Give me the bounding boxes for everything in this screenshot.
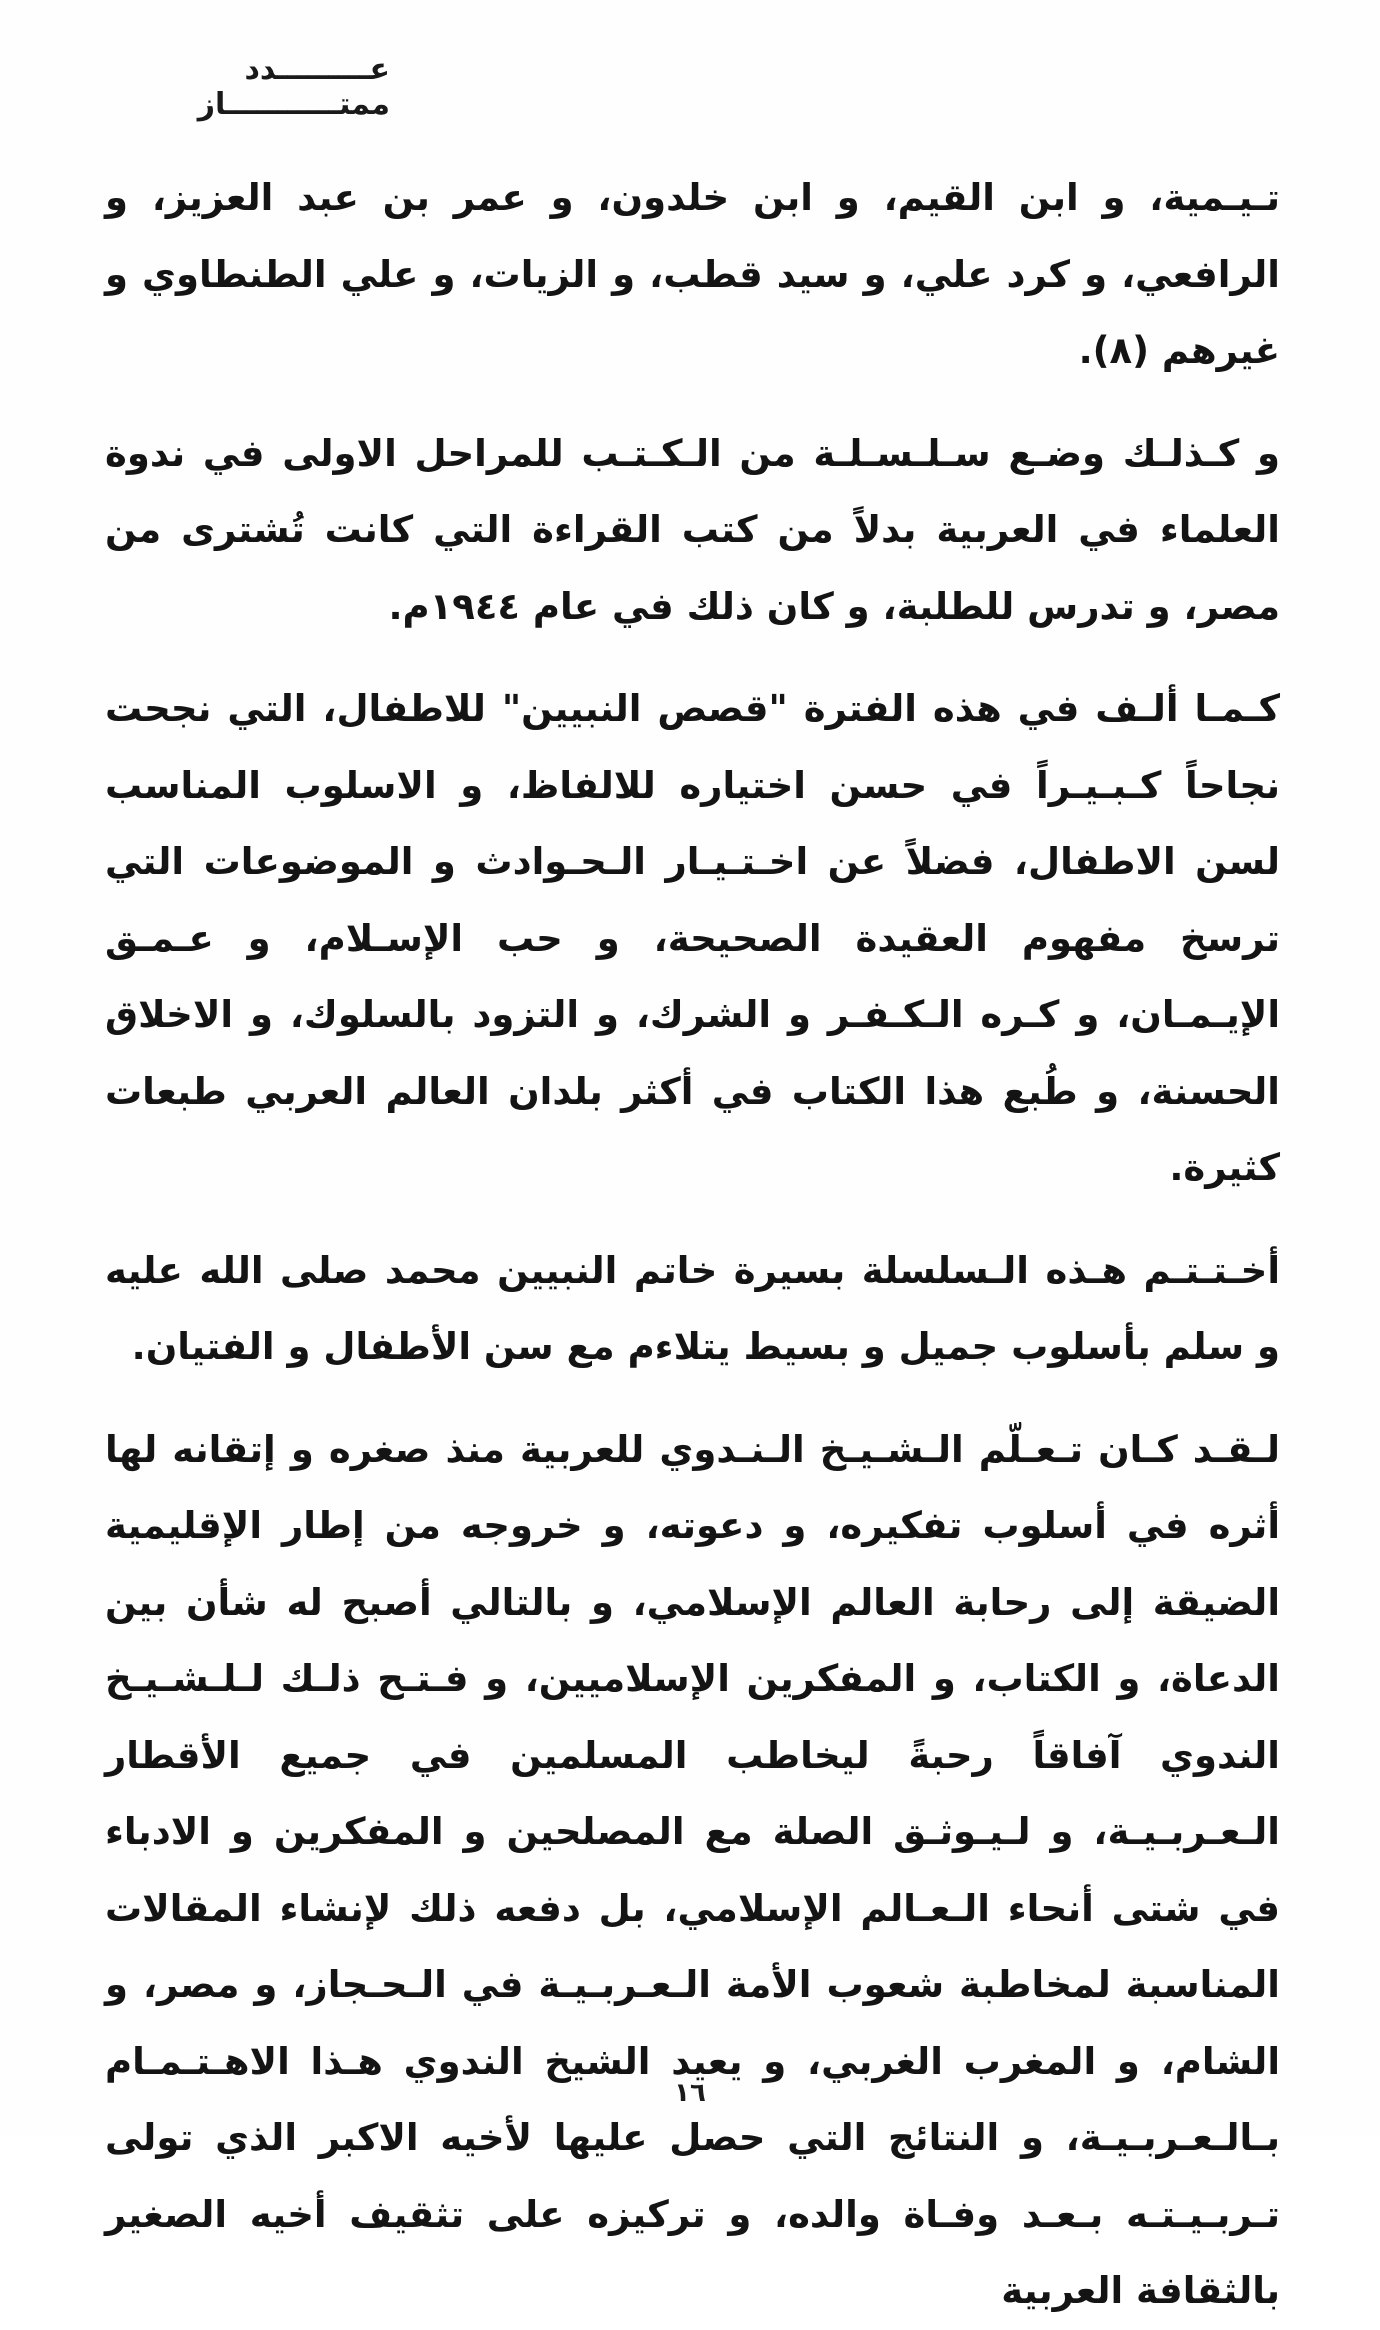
body-text: [105, 160, 1280, 2330]
running-header-title: عـــــــــدد ممتـــــــــــاز: [197, 52, 390, 122]
paragraph: أخـتـتـم هـذه الـسلسلة بسيرة خاتم النبيين محمد صلى الله عليه و سلم بأسلوب جميل و بسيط يتلاءم مع سن الأطفال و الفتيان.: [105, 1248, 1280, 1368]
paragraph: تـيـمية، و ابن القيم، و ابن خلدون، و عمر بن عبد العزيز، و الرافعي، و كرد علي، و سيد قطب، و الزيات، و علي الطنطاوي و غيرهم (٨).: [105, 176, 1280, 372]
paragraph: لـقـد كـان تـعـلّم الـشـيـخ الـنـدوي للعربية منذ صغره و إتقانه لها أثره في أسلوب تفكيره، و دعوته، و خروجه من إطار الإقليمية الضيقة إلى رحابة العالم الإسلامي، و بالتالي أصبح له شأن بين الدعاة، و الكتاب، و المفكرين الإسلاميين، و فـتـح ذلـك لـلـشـيـخ الندوي آفاقاً رحبةً ليخاطب المسلمين في جميع الأقطار الـعـربـيـة، و لـيـوثـق الصلة مع المصلحين و المفكرين و الادباء في شتى أنحاء الـعـالم الإسلامي، بل دفعه ذلك لإنشاء المقالات المناسبة لمخاطبة شعوب الأمة الـعـربـيـة في الـحـجاز، و مصر، و الشام، و المغرب الغربي، و يعيد الشيخ الندوي هـذا الاهـتـمـام بـالـعـربـيـة، و النتائج التي حصل عليها لأخيه الاكبر الذي تولى تـربـيـتـه بـعـد وفـاة والده، و تركيزه على تثقيف أخيه الصغير بالثقافة العربية: [105, 1427, 1280, 2312]
paragraph: و كـذلـك وضـع سـلـسـلـة من الـكـتـب للمراحل الاولى في ندوة العلماء في العربية بدلاً من كتب القراءة التي كانت تُشترى من مصر، و تدرس للطلبة، و كان ذلك في عام ١٩٤٤م.: [105, 431, 1280, 628]
paragraph: كـمـا ألـف في هذه الفترة "قصص النبيين" للاطفال، التي نجحت نجاحاً كـبـيـراً في حسن اختياره للالفاظ، و الاسلوب المناسب لسن الاطفال، فضلاً عن اخـتـيـار الـحـوادث و الموضوعات التي ترسخ مفهوم العقيدة الصحيحة، و حب الإسـلام، و عـمـق الإيـمـان، و كـره الـكـفـر و الشرك، و التزود بالسلوك، و الاخلاق الحسنة، و طُبع هذا الكتاب في أكثر بلدان العالم العربي طبعات كثيرة.: [105, 687, 1280, 1189]
page-number: ١٦: [674, 2078, 706, 2108]
